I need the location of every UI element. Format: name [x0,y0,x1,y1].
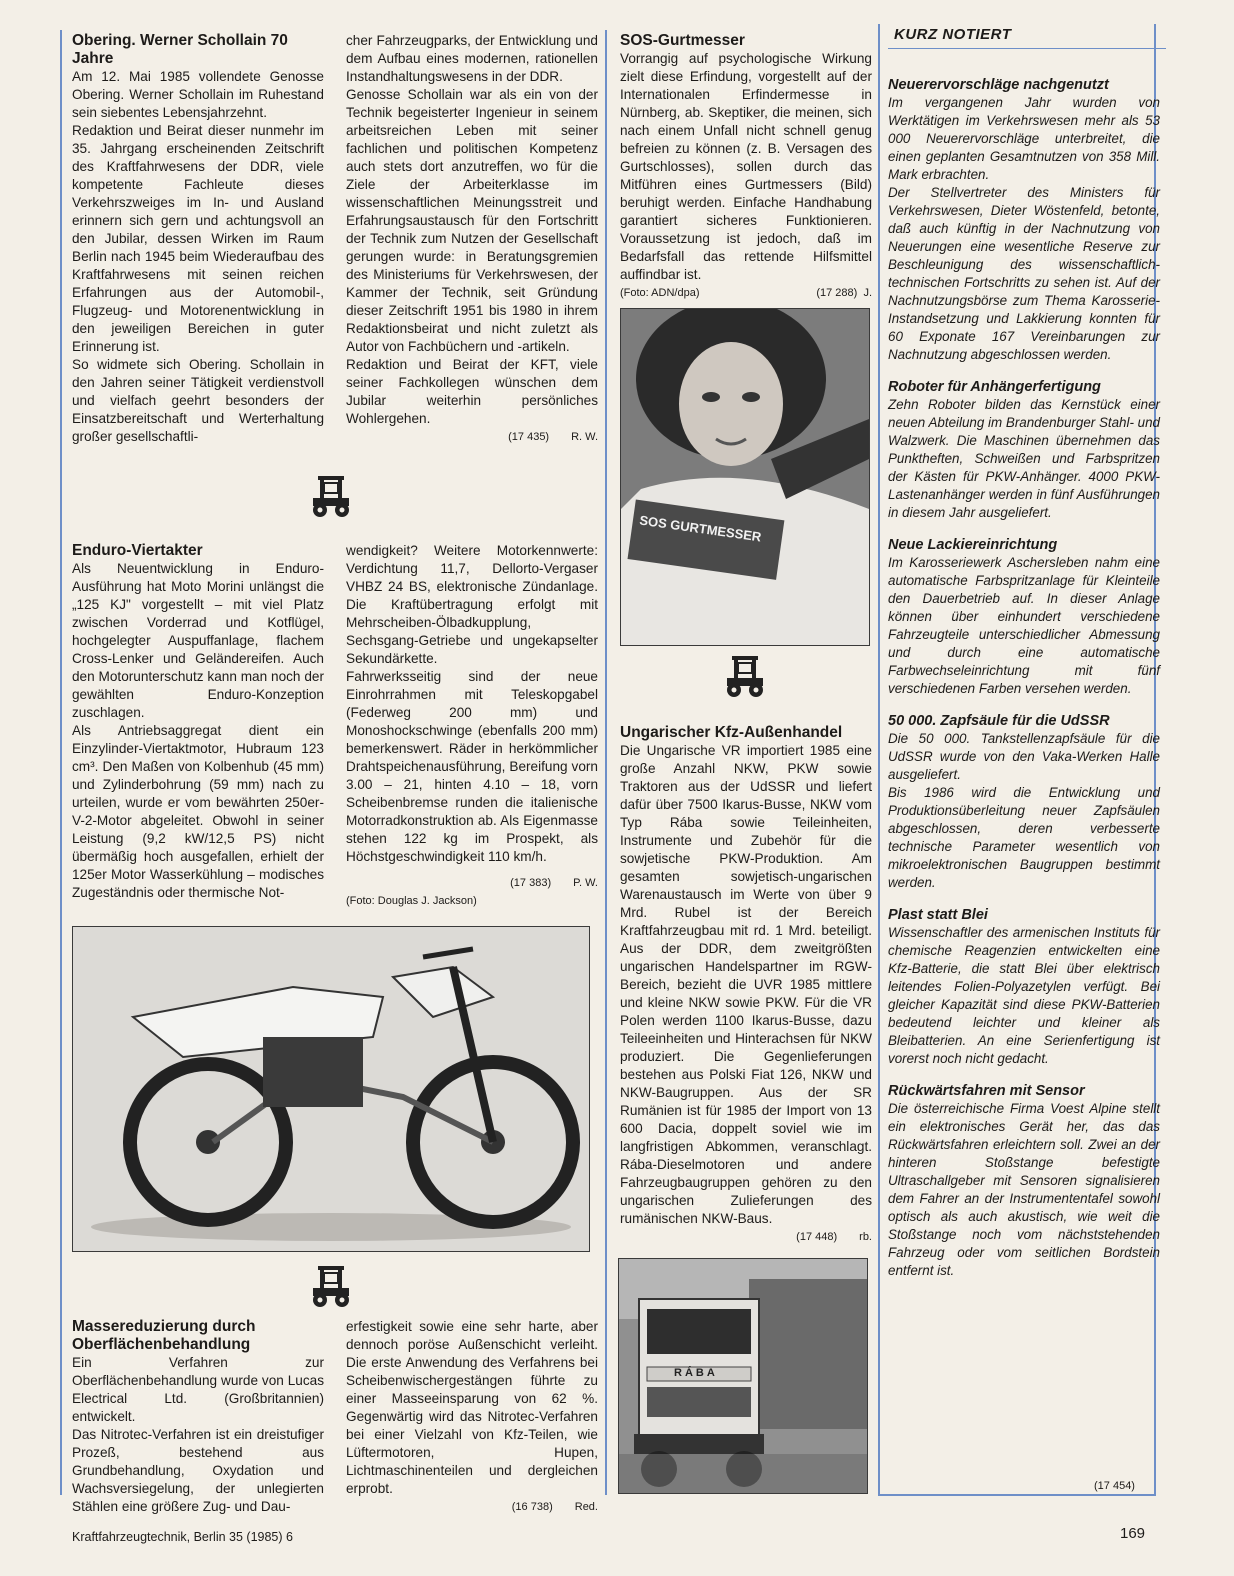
vintage-car-icon [310,1262,352,1310]
article-title: Obering. Werner Schollain 70 Jahre [72,32,288,67]
article-schollain-col2 [346,32,598,446]
paragraph: Redaktion und Beirat der KFT, viele seiner Fachkollegen wünschen dem Jubilar weiterhin persönliches Wohlergehen. [346,357,598,426]
paragraph: Am 12. Mai 1985 vollendete Genosse Obering. Werner Schollain im Ruhestand sein siebentes Lebensjahrzehnt. [72,69,324,120]
vintage-car-icon [310,472,352,520]
photo-credit: (Foto: ADN/dpa) [620,287,700,299]
motorcycle-illustration [73,927,589,1251]
ref-number: (16 738) [511,1501,553,1513]
paragraph: Vorrangig auf psychologische Wirkung zielt diese Erfindung, vorgestellt auf der Internationalen Erfindermesse in Nürnberg, ab. Skeptiker, die meinen, sich nach einem Unfall nicht schnell genug befreien zu können (z. B. Versagen des Gurtschlosses), sollen durch das Mitführen eines Gurtmessers (Bild) beruhigt werden. Einfache Handhabung garantiert sicheres Funktionieren. Voraussetzung ist jedoch, daß im Bedarfsfall das rettende Hilfsmittel auffindbar ist. [620,51,872,282]
article-nitrotec-col1 [72,1318,324,1516]
news-paragraph: Zehn Roboter bilden das Kernstück einer neuen Abteilung im Brandenburger Stahl- und Walzwerk. Die Maschinen übernehmen das Punktheften, Schweißen und Farbspritzen der Kästen für PKW-Anhänger. 4000 PKW-Lastenanhänger werden in fünf Ausführungen in diesem Jahr ausgeliefert. [888,397,1160,520]
article-ungarn [620,724,872,1246]
paragraph: Fahrwerksseitig sind der neue Einrohrrahmen mit Teleskopgabel (Federweg 200 mm) und Monoshockschwinge (ebenfalls 200 mm) bemerkenswert. Räder in herkömmlicher Drahtspeichenausführung, Bereifung vorn 3.00 – 21, hinten 4.10 – 18, vorn Scheibenbremse runden die italienische Motorradkonstruktion ab. Als Eigenmasse stehen 122 kg im Prospekt, als Höchstgeschwindigkeit 110 km/h. [346,669,598,864]
paragraph: Ein Verfahren zur Oberflächenbehandlung wurde von Lucas Electrical Ltd. (Großbritannien) entwickelt. [72,1355,324,1424]
paragraph: Das Nitrotec-Verfahren ist ein dreistufiger Prozeß, bestehend aus Grundbehandlung, Oxydation und Wachsversiegelung, der unlegierten Stählen eine größere Zug- und Dau- [72,1427,324,1514]
news-heading: Plast statt Blei [888,907,988,923]
ref-number: (17 448) [796,1231,838,1243]
photo-label: SOS GURTMESSER [638,512,763,545]
ref-number: (17 288) [816,287,858,299]
section-header-kurz-notiert: KURZ NOTIERT [888,24,1166,49]
news-heading: 50 000. Zapfsäule für die UdSSR [888,713,1110,729]
column-rule-kurz-left [878,24,880,1496]
news-paragraph: Im vergangenen Jahr wurden von Werktätigen im Verkehrswesen mehr als 53 000 Neuerervorschläge unterbreitet, die einen geplanten Gesamtnutzen von 358 Mill. Mark erbrachten. [888,95,1160,182]
ref-number: (17 435) [508,431,550,443]
news-heading: Neuerervorschläge nachgenutzt [888,77,1109,93]
article-title: Ungarischer Kfz-Außenhandel [620,724,843,741]
article-gurtmesser [620,32,872,302]
article-enduro-col2 [346,542,598,910]
paragraph: So widmete sich Obering. Schollain in den Jahren seiner Tätigkeit verdienstvoll und vielfach geehrt besonders der Einsatzbereitschaft und Werterhaltung großer gesellschaftli- [72,357,324,444]
kurz-ref-number: (17 454) [1094,1480,1135,1492]
author-initials: Red. [574,1501,598,1513]
column-rule-mid [605,30,607,1495]
author-initials: R. W. [571,431,598,443]
paragraph: Die Ungarische VR importiert 1985 eine große Anzahl NKW, PKW sowie Traktoren aus der UdSSR und liefert dafür über 7500 Ikarus-Busse, NKW vom Typ Rába sowie Teileinheiten, Instrumente und Zubehör für die sowjetische PKW-Produktion. Am gesamten sowjetisch-ungarischen Warenaustausch im Werte von über 9 Mrd. Rubel ist der Bereich Kraftfahrzeugbau mit rd. 1 Mrd. beteiligt. Aus der DDR, dem zweitgrößten ungarischen Handelspartner im RGW-Bereich, bezieht die UVR 1985 mittlere und kleine NKW sowie PKW. Für die VR Polen werden 1100 Ikarus-Busse, dazu Teileeinheiten und Hinterachsen für NKW produziert. Die Gegenlieferungen bestehen aus Polski Fiat 126, NKW und NKW-Baugruppen. Aus der SR Rumänien ist für 1985 der Import von 13 600 Dacia, doppelt soviel wie im langfristigen Abkommen, veranschlagt. Rába-Dieselmotoren und andere Fahrzeugbaugruppen gehören zu den ungarischen Zulieferungen des rumänischen NKW-Baus. [620,743,872,1226]
article-ref [346,428,598,446]
truck-brand-label: RÁBA [674,1367,718,1379]
news-paragraph: Bis 1986 wird die Entwicklung und Produktionsüberleitung neuer Zapfsäulen abgeschlossen, deren verbesserte technische Parameter wesentlich von mikroelektronischen Baugruppen bestimmt werden. [888,785,1160,890]
author-initials: J. [863,287,872,299]
motorcycle-photo [72,926,590,1252]
author-initials: P. W. [573,877,598,889]
news-paragraph: Der Stellvertreter des Ministers für Verkehrswesen, Dieter Wöstenfeld, betonte, daß auch künftig in der Nachnutzung von Neuerungen eine wesentliche Reserve zur Beschleunigung des wissenschaftlich-technischen Fortschritts zu sehen ist. Auf der Nachnutzungsbörse zum Thema Karosserie-Instandsetzung und Lakkierung konnten für 60 Exponate 167 Vereinbarungen zur Nachnutzung abgeschlossen werden. [888,185,1160,362]
paragraph: Als Neuentwicklung in Enduro-Ausführung hat Moto Morini unlängst die „125 KJ" vorgestellt – mit viel Platz zwischen Vorderrad und Kotflügel, hochgelegter Auspuffanlage, flachem Cross-Lenker und Geländereifen. Auch den Motorunterschutz kann man noch der gewählten Enduro-Konzeption zuschlagen. [72,561,324,720]
news-heading: Neue Lackiereinrichtung [888,537,1058,553]
woman-with-belt-cutter-illustration [621,309,869,645]
author-initials: rb. [859,1231,872,1243]
article-ref [346,1498,598,1516]
article-title: SOS-Gurtmesser [620,32,745,49]
paragraph: Als Antriebsaggregat dient ein Einzylinder-Viertaktmotor, Hubraum 123 cm³. Den Maßen von Kolbenhub (45 mm) und Zylinderbohrung (59 mm) nach zu urteilen, wurde er vom bewährten 250er-V-2-Motor abgeleitet. Obwohl in seiner Leistung (9,2 kW/12,5 PS) nicht übermäßig hoch ausgefallen, erhielt der 125er Motor Wasserkühlung – modisches Zugeständnis oder thermische Not- [72,723,324,900]
paragraph: Genosse Schollain war als ein von der Technik begeisterter Ingenieur in seinem arbeitsreichen Leben mit seiner fachlichen und politischen Kompetenz auch stets dort anzutreffen, wo für die Ziele der Arbeiterklasse im wissenschaftlichen Meinungsstreit und Erfahrungsaustausch für den Fortschritt der Technik zum Nutzen der Gesellschaft gerungen wurde: in Beratungsgremien des Ministeriums für Verkehrswesen, der Kammer der Technik, seit Gründung dieser Zeitschrift 1951 bis 1980 in ihrem Redaktionsbeirat und nicht zuletzt als Autor von Fachbüchern und -artikeln. [346,87,598,354]
paragraph: wendigkeit? Weitere Motorkennwerte: Verdichtung 11,7, Dellorto-Vergaser VHBZ 24 BS, elektronische Zündanlage. Die Kraftübertragung erfolgt mit Mehrscheiben-Ölbadkupplung, Sechsgang-Getriebe und ungekapselter Sekundärkette. [346,543,598,666]
paragraph: cher Fahrzeugparks, der Entwicklung und dem Aufbau eines modernen, rationellen Instandhaltungswesens in der DDR. [346,33,598,84]
journal-citation: Kraftfahrzeugtechnik, Berlin 35 (1985) 6 [72,1530,293,1544]
raba-truck-illustration [619,1259,867,1493]
article-ref [346,874,598,892]
article-nitrotec-col2 [346,1318,598,1516]
article-title: Massereduzierung durch Oberflächenbehandlung [72,1318,256,1353]
news-heading: Roboter für Anhängerfertigung [888,379,1101,395]
news-paragraph: Die österreichische Firma Voest Alpine stellt ein elektronisches Gerät her, das das Rückwärtsfahren erleichtern soll. Zwei an der hinteren Stoßstange befestigte Ultraschallgeber mit Sensoren signalisieren dem Fahrer an der Instrumententafel sowohl optisch als auch akustisch, wie weit die Stoßstange noch vom nächststehenden Fahrzeug oder vom seitlichen Bordstein entfernt ist. [888,1101,1160,1278]
paragraph: Redaktion und Beirat dieser nunmehr im 35. Jahrgang erscheinenden Zeitschrift des Kraftfahrwesens der DDR, viele kompetente Fachleute dieses Verkehrszweiges im In- und Ausland erinnern sich gern und achtungsvoll an den Jubilar, dessen Wirken im Raum Berlin nach 1945 beim Wiederaufbau des Kraftfahrwesens mit seinen reichen Erfahrungen aus der Automobil-, Flugzeug- und Motorenentwicklung in den jeweiligen Bereichen in guter Erinnerung ist. [72,123,324,354]
news-paragraph: Die 50 000. Tankstellenzapfsäule für die UdSSR wurde von den Vaka-Werken Halle ausgeliefert. [888,731,1160,782]
article-enduro-col1 [72,542,324,902]
news-paragraph: Im Karosseriewerk Aschersleben nahm eine automatische Farbspritzanlage für Kleinteile den Dauerbetrieb auf. In dieser Anlage können über einhundert verschiedene Fahrzeugteile unterschiedlicher Abmessung und durch eine automatische Farbwechseleinrichtung mit fünf verschiedenen Farben versehen werden. [888,555,1160,696]
column-rule-left [60,30,62,1495]
kurz-notiert-column [888,62,1160,1280]
article-title: Enduro-Viertakter [72,542,203,559]
paragraph: erfestigkeit sowie eine sehr harte, aber dennoch poröse Außenschicht verleiht. Die erste Anwendung des Verfahrens bei Scheibenwischergestängen führte zu einer Masseeinsparung von 62 %. Gegenwärtig wird das Nitrotec-Verfahren bei einer Vielzahl von Kfz-Teilen, wie Lüftermotoren, Hupen, Lichtmaschinenteilen und dergleichen erprobt. [346,1319,598,1496]
news-heading: Rückwärtsfahren mit Sensor [888,1083,1085,1099]
kurz-bottom-rule [880,1494,1156,1496]
news-paragraph: Wissenschaftler des armenischen Instituts für chemische Reagenzien entwickelten eine Kfz-Batterie, die statt Blei über elektrisch leitendes Folien-Polyazetylen verfügt. Bei gleicher Kapazität sind diese PKW-Batterien bedeutend leichter und kleiner als Bleibatterien. An eine Serienfertigung ist vorerst noch nicht gedacht. [888,925,1160,1066]
ref-number: (17 383) [510,877,552,889]
article-ref [620,284,872,302]
page-number: 169 [1120,1525,1146,1542]
vintage-car-icon [724,652,766,700]
article-schollain-col1 [72,32,324,446]
truck-photo [618,1258,868,1494]
article-ref [620,1228,872,1246]
gurtmesser-photo [620,308,870,646]
photo-credit: (Foto: Douglas J. Jackson) [346,895,477,907]
